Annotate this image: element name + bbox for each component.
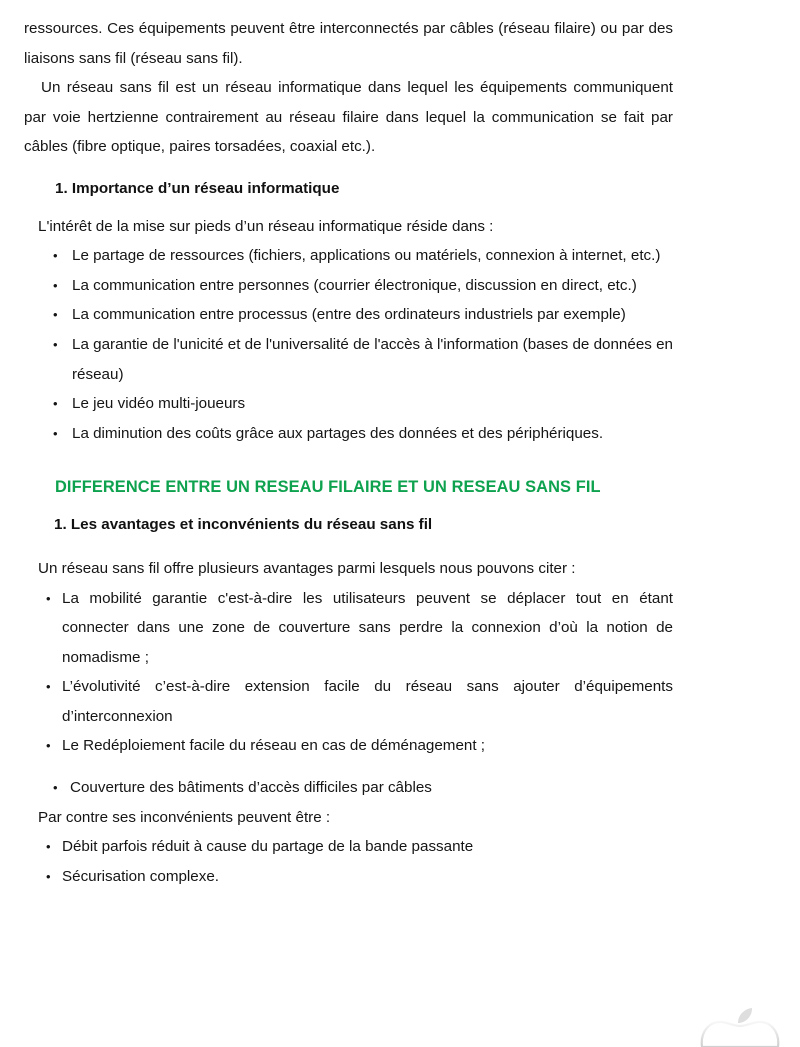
list-item: • Le jeu vidéo multi-joueurs (72, 389, 673, 419)
spacer-before-coverage-bullet (0, 761, 800, 773)
top-spacer (0, 0, 800, 14)
list-item: • La mobilité garantie c'est-à-dire les utilisateurs peuvent se déplacer tout en étant connecter dans une zone de couverture sans perdre la connexion d’où la notion de nomadisme ; (62, 584, 673, 673)
section-2-drawbacks-list (0, 832, 800, 891)
spacer-before-section-2-title (0, 448, 800, 472)
list-item: • La diminution des coûts grâce aux partages des données et des périphériques. (72, 419, 673, 449)
list-item: • La communication entre personnes (courrier électronique, discussion en direct, etc.) (72, 271, 673, 301)
list-item: • La garantie de l'unicité et de l'universalité de l'accès à l'information (bases de données en réseau) (72, 330, 673, 389)
list-item: • Le Redéploiement facile du réseau en cas de déménagement ; (62, 731, 673, 761)
list-item: • Débit parfois réduit à cause du partage de la bande passante (62, 832, 673, 862)
section-2-drawbacks-lead-in: Par contre ses inconvénients peuvent être : (38, 808, 331, 826)
list-item: • La communication entre processus (entre des ordinateurs industriels par exemple) (72, 300, 673, 330)
list-item: • L’évolutivité c’est-à-dire extension facile du réseau sans ajouter d’équipements d’interconnexion (62, 672, 673, 731)
section-1-heading: 1. Importance d’un réseau informatique (55, 179, 340, 197)
spacer-before-section-1 (0, 162, 800, 174)
section-2-title: DIFFERENCE ENTRE UN RESEAU FILAIRE ET UN RESEAU SANS FIL (55, 478, 601, 497)
section-2-advantages-list-continued (0, 773, 800, 803)
section-1-lead-in: L'intérêt de la mise sur pieds d’un réseau informatique réside dans : (38, 217, 494, 235)
paragraph-intro-2: Un réseau sans fil est un réseau informatique dans lequel les équipements communiquent par voie hertzienne contrairement au réseau filaire dans lequel la communication se fait par câbles (fibre optique, paires torsadées, coaxial etc.). (24, 79, 673, 156)
spacer-after-section-2-title (0, 502, 800, 510)
list-item: • Couverture des bâtiments d’accès difficiles par câbles (70, 773, 673, 803)
list-item: • Le partage de ressources (fichiers, applications ou matériels, connexion à internet, etc.) (72, 241, 673, 271)
section-2-advantages-list (0, 584, 800, 762)
section-1-bullet-list (0, 241, 800, 448)
section-2-advantages-lead-in: Un réseau sans fil offre plusieurs avantages parmi lesquels nous pouvons citer : (38, 559, 576, 577)
apple-watermark-icon (692, 1001, 788, 1047)
paragraph-intro-1: ressources. Ces équipements peuvent être interconnectés par câbles (réseau filaire) ou par des liaisons sans fil (réseau sans fil). (24, 20, 673, 67)
spacer-after-section-2-heading (0, 540, 800, 554)
section-2-heading: 1. Les avantages et inconvénients du réseau sans fil (54, 516, 433, 534)
list-item: • Sécurisation complexe. (62, 862, 673, 892)
spacer-after-section-1-heading (0, 204, 800, 212)
